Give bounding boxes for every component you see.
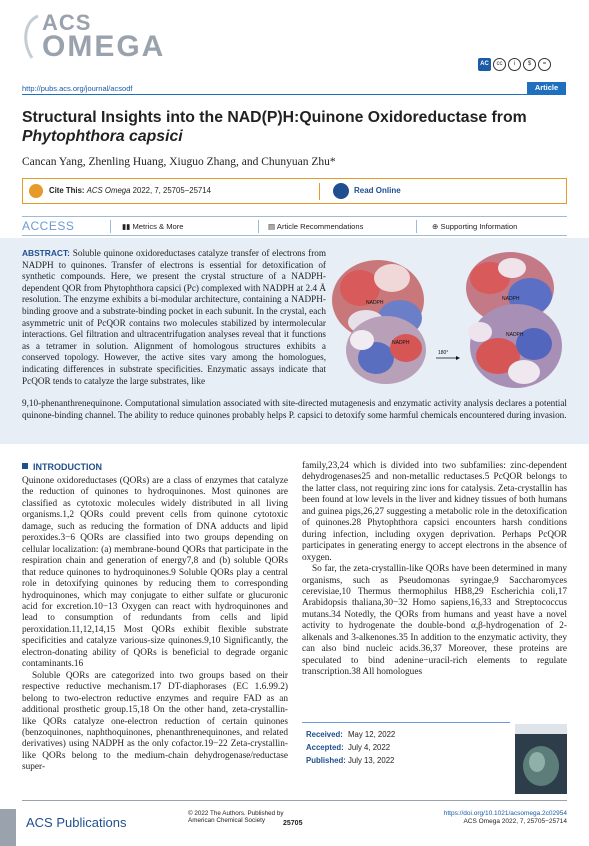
accepted-date: July 4, 2022 (348, 743, 391, 752)
title-species: Phytophthora capsici (22, 128, 183, 145)
dates-divider (302, 722, 510, 723)
omega-swirl-icon (20, 12, 42, 62)
access-divider (110, 220, 111, 233)
protein-right (466, 252, 562, 388)
recommendations-link[interactable] (268, 222, 363, 231)
journal-url-link[interactable]: http://pubs.acs.org/journal/acsodf (22, 84, 133, 93)
abstract-continuation: 9,10-phenanthrenequinone. Computational simulation associated with site-directed mutagenesis and enzymatic activity analysis declares a potential quinone-binding channel. The ability to reduce quinones probably helps P. capsici to detoxify some harmful chemicals encountered during invasion. (22, 398, 567, 420)
info-plus-icon: ⊕ (432, 222, 441, 231)
published-row (306, 754, 395, 767)
published-date: July 13, 2022 (348, 756, 395, 765)
metrics-link[interactable] (122, 222, 184, 231)
section-square-icon (22, 463, 28, 469)
abstract-body: Soluble quinone oxidoreductases catalyze transfer of electrons from NADPH to quinones. Transfer of electrons is essential for detoxification of synthetic compounds. Here, we present the crystal structure of a NADPH-dependent QOR from Phytophthora capsici (Pc) complexed with NADPH at 2.4 Å resolution. The enzyme exhibits a bi-modular architecture, containing a NADPH-binding groove and a substrate-binding pocket in each subunit. In the crystal, each asymmetric unit of PcQOR contains two molecules stabilized by intermolecular interactions. Gel filtration and ultracentrifugation analyses reveal that it functions as a tetramer in solution. Alignment of homologous structures exhibits a conserved topology. However, the active sites vary among the homologues, indicating differences in substrate specificities. Enzymatic assays indicate that PcQOR tends to catalyze the large substrates, like (22, 248, 327, 386)
copyright (188, 810, 284, 825)
title-main: Structural Insights into the NAD(P)H:Quinone Oxidoreductase from (22, 109, 527, 126)
toc-graphic-protein-surface (330, 248, 568, 396)
paper-title (22, 108, 567, 146)
metrics-label: Metrics & More (132, 222, 184, 231)
recommendations-label: Article Recommendations (276, 222, 364, 231)
journal-cover-thumbnail[interactable] (515, 724, 567, 794)
paragraph: So far, the zeta-crystallin-like QORs have been determined in many organisms, such as Pseudomonas syringae,9 Saccharomyces cerevisiae,10 Thermus thermophilus HB8,29 Escherichia coli,17 Arabidopsis thaliana,30−32 Homo sapiens,16,33 and Streptococcus mutans.34 Notedly, the QORs from humans and yeast have a novel activity to hydrogenate the double-bond α,β-hydrogenation of 2-alkenals and 3-alkenones.35 In addition to the enzymatic activity, they can also bind nucleic acids.36,37 Moreover, these proteins are speculated to bind adenine−uracil-rich elements to regulate transcription.38 All homologues (302, 564, 567, 678)
accepted-label: Accepted: (306, 743, 344, 752)
article-type-badge: Article (527, 82, 566, 94)
section-title: INTRODUCTION (33, 462, 102, 472)
paragraph: Soluble QORs are categorized into two groups based on their respective reductive mechanism.17 DT-diaphorases (EC 1.6.99.2) belong to two-electron reductive enzymes and require FAD as an additional prosthetic group.15,18 On the other hand, zeta-crystallin-like QORs catalyze one-electron reduction of certain quinones (benzoquinones, naphthoquinones, phenanthrenequinones, and related derivatives) using NADPH as the only cofactor.19−22 Zeta-crystallin-like QORs belong to the medium-chain dehydrogenase/reductase super- (22, 670, 288, 773)
cite-text[interactable] (49, 186, 211, 195)
author-list[interactable]: Cancan Yang, Zhenling Huang, Xiuguo Zhang, and Chunyuan Zhu* (22, 156, 336, 168)
supporting-info-link[interactable] (432, 222, 517, 231)
paragraph: Quinone oxidoreductases (QORs) are a class of enzymes that catalyze the reduction of quinones to hydroquinones. Most quinones are classified as cytotoxic molecules widely distributed in all living organisms.1,2 QORs could prevent cells from quinone cytotoxic damage, such as reducing the formation of DNA adducts and lipid peroxides.3−6 QORs are classified into two groups depending on cellular localization: (a) membrane-bound QORs that participate in the respiration chain and generation of energy7,8 and (b) soluble QORs that reduce quinones to hydroquinones.9 Soluble QORs play a central role in detoxifying quinones by reducing them to corresponding hydroquinones, which may conjugate to either sulfate or glucuronic acid for excretion.10−13 Oxygen can react with hydroquinones and lead to consumption of redundants from cells and lipid peroxidation.11,12,14,15 Most QORs exhibit flexible substrate specificities and catalyze various-size quinones.9,10 Significantly, the electron-donating ability of QORs is beneficial to degrade organic contaminants.16 (22, 476, 288, 670)
abstract-text (22, 248, 326, 387)
read-online-link[interactable]: Read Online (354, 186, 401, 195)
received-date: May 12, 2022 (348, 730, 396, 739)
accepted-row (306, 741, 395, 754)
cite-journal: ACS Omega (86, 186, 131, 195)
attribution-icon: i (508, 58, 521, 71)
journal-logo (20, 10, 210, 62)
open-access-icon: AC (478, 58, 491, 71)
noderivs-icon: = (538, 58, 551, 71)
cite-box (22, 178, 567, 204)
header-divider (22, 94, 566, 95)
cite-ref: 2022, 7, 25705−25714 (132, 186, 211, 195)
body-column-right (302, 461, 567, 679)
footer-citation: ACS Omega 2022, 7, 25705−25714 (463, 818, 567, 825)
section-heading (22, 462, 102, 472)
published-label: Published: (306, 756, 346, 765)
logo-omega-text: OMEGA (42, 30, 166, 63)
access-divider (416, 220, 417, 233)
cite-divider (319, 183, 320, 200)
fig-label-nadph: NADPH (506, 332, 524, 338)
read-online-icon[interactable] (333, 183, 349, 199)
footer-doi (444, 810, 567, 826)
body-column-left (22, 476, 288, 774)
page-number: 25705 (283, 820, 303, 827)
supporting-label: Supporting Information (440, 222, 518, 231)
copyright-line: American Chemical Society (188, 817, 265, 825)
received-label: Received: (306, 730, 343, 739)
fig-label-nadph: NADPH (502, 296, 520, 302)
access-divider (258, 220, 259, 233)
bar-chart-icon: ▮▮ (122, 222, 133, 231)
license-icons (478, 58, 551, 71)
cc-icon: cc (493, 58, 506, 71)
protein-left (332, 260, 426, 384)
access-label: ACCESS (22, 219, 75, 233)
rotation-arrow (436, 350, 460, 360)
noncommercial-icon: $ (523, 58, 536, 71)
doi-link[interactable]: https://doi.org/10.1021/acsomega.2c02954 (443, 810, 567, 817)
cite-label: Cite This: (49, 186, 85, 195)
cover-art-icon (515, 724, 567, 794)
paragraph: family,23,24 which is divided into two subfamilies: zinc-dependent dehydrogenases25 and non-metallic reductases.5 PcQOR belongs to the latter class, not requiring zinc ions for catalysis. Zeta-crystallin has been found at low levels in the liver and kidney tissues of both humans and guinea pigs,26,27 suggesting a metabolic role in the detoxification of quinones.28 Phytophthora capsici encounters harsh conditions during infection, including oxygen deprivation. Perhaps PcQOR participates in generating energy to accept electrons in the absence of oxygen. (302, 461, 567, 563)
received-row (306, 728, 395, 741)
copyright-line: © 2022 The Authors. Published by (188, 810, 284, 817)
fig-label-rotation: 180° (438, 350, 449, 356)
logo-acs-text: ACS (42, 10, 92, 35)
publisher-edge-mark (0, 809, 16, 846)
footer-divider (22, 800, 567, 801)
cite-icon (29, 184, 43, 198)
document-icon: ▤ (268, 222, 277, 231)
fig-label-nadph: NADPH (366, 300, 384, 306)
fig-label-nadph: NADPH (392, 340, 410, 346)
access-bar (22, 216, 567, 236)
publisher-logo: ACS Publications (26, 815, 127, 830)
abstract-label: ABSTRACT: (22, 248, 70, 258)
publication-dates (306, 728, 395, 767)
